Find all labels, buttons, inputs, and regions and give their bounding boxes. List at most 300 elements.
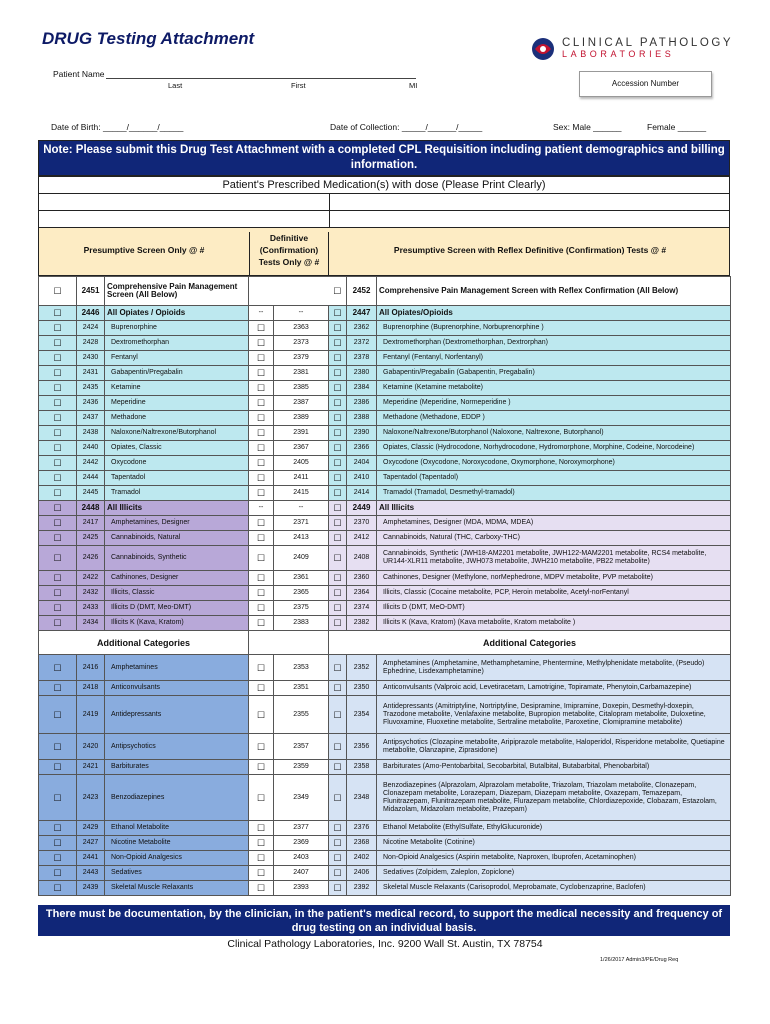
test-name: Amphetamines: [105, 655, 249, 681]
test-code: 2392: [347, 881, 377, 896]
section-row: [39, 631, 731, 655]
table-row: [39, 381, 731, 396]
checkbox[interactable]: ☐: [39, 851, 77, 866]
test-code: 2425: [77, 531, 105, 546]
checkbox[interactable]: ☐: [329, 516, 347, 531]
test-name: Anticonvulsants: [105, 681, 249, 696]
checkbox[interactable]: ☐: [249, 821, 274, 836]
checkbox[interactable]: ☐: [249, 571, 274, 586]
group-name: All Opiates / Opioids: [105, 306, 249, 321]
test-code: 2418: [77, 681, 105, 696]
checkbox[interactable]: ☐: [329, 821, 347, 836]
checkbox[interactable]: ☐: [329, 616, 347, 631]
checkbox[interactable]: ☐: [249, 696, 274, 734]
table-row: [39, 571, 731, 586]
definitive-code: 2413: [274, 531, 329, 546]
definitive-code: 2409: [274, 546, 329, 571]
test-description: Skeletal Muscle Relaxants (Carisoprodol, Meprobamate, Cyclobenzaprine, Baclofen): [377, 881, 731, 896]
test-code: 2378: [347, 351, 377, 366]
test-code: 2388: [347, 411, 377, 426]
checkbox[interactable]: ☐: [249, 616, 274, 631]
checkbox[interactable]: ☐: [249, 366, 274, 381]
test-description: Antipsychotics (Clozapine metabolite, Aripiprazole metabolite, Haloperidol, Risperidone metabolite, Quetiapine metabolite, Olanzapine, Ziprasidone): [377, 734, 731, 760]
test-description: Sedatives (Zolpidem, Zaleplon, Zopiclone): [377, 866, 731, 881]
checkbox[interactable]: ☐: [39, 775, 77, 821]
test-description: Non-Opioid Analgesics (Aspirin metabolite, Naproxen, Ibuprofen, Acetaminophen): [377, 851, 731, 866]
revision-code: 1/26/2017 Admin3/PE/Drug Req: [600, 957, 679, 963]
table-row: [39, 836, 731, 851]
checkbox[interactable]: ☐: [39, 681, 77, 696]
checkbox[interactable]: ☐: [329, 696, 347, 734]
test-code: 2435: [77, 381, 105, 396]
checkbox[interactable]: ☐: [249, 381, 274, 396]
definitive-code: 2367: [274, 441, 329, 456]
checkbox[interactable]: ☐: [39, 516, 77, 531]
definitive-code: 2389: [274, 411, 329, 426]
definitive-code: 2351: [274, 681, 329, 696]
table-row: [39, 734, 731, 760]
checkbox[interactable]: ☐: [329, 321, 347, 336]
test-name: Illicits, Classic: [105, 586, 249, 601]
definitive-code: 2403: [274, 851, 329, 866]
checkbox[interactable]: ☐: [249, 655, 274, 681]
test-name: Cathinones, Designer: [105, 571, 249, 586]
definitive-code: 2405: [274, 456, 329, 471]
test-description: Methadone (Methadone, EDDP ): [377, 411, 731, 426]
test-description: Illicits D (DMT, MeO-DMT): [377, 601, 731, 616]
table-row: [39, 775, 731, 821]
test-code: 2441: [77, 851, 105, 866]
test-name: Benzodiazepines: [105, 775, 249, 821]
checkbox[interactable]: ☐: [329, 601, 347, 616]
test-code: 2412: [347, 531, 377, 546]
definitive-code: 2369: [274, 836, 329, 851]
group-name: All Illicits: [105, 501, 249, 516]
checkbox[interactable]: ☐: [39, 306, 77, 321]
test-description: Opiates, Classic (Hydrocodone, Norhydrocodone, Hydromorphone, Morphine, Codeine, Norcodeine): [377, 441, 731, 456]
definitive-code: 2355: [274, 696, 329, 734]
patient-name-field[interactable]: [106, 78, 416, 79]
test-code: 2350: [347, 681, 377, 696]
checkbox[interactable]: ☐: [249, 456, 274, 471]
checkbox[interactable]: ☐: [329, 381, 347, 396]
test-code: 2372: [347, 336, 377, 351]
last-label: Last: [168, 81, 183, 90]
checkbox[interactable]: ☐: [329, 351, 347, 366]
test-name: Meperidine: [105, 396, 249, 411]
table-row: [39, 441, 731, 456]
test-name: Comprehensive Pain Management Screen with Reflex Confirmation (All Below): [377, 277, 731, 306]
dash: --: [274, 501, 329, 516]
checkbox[interactable]: ☐: [329, 571, 347, 586]
checkbox[interactable]: ☐: [249, 586, 274, 601]
test-description: Cannabinoids, Synthetic (JWH18-AM2201 metabolite, JWH122-MAM2201 metabolite, RCS4 metabolite, UR144-XLR11 metabolite, JWH073 metabolite, JWH210 metabolite, PB22 metabolite): [377, 546, 731, 571]
date-of-collection-field[interactable]: Date of Collection: _____/______/_____: [330, 122, 483, 132]
checkbox[interactable]: ☐: [39, 277, 77, 306]
table-row: [39, 336, 731, 351]
checkbox[interactable]: ☐: [39, 616, 77, 631]
checkbox[interactable]: ☐: [39, 456, 77, 471]
table-row: [39, 396, 731, 411]
definitive-code: 2375: [274, 601, 329, 616]
table-row: [39, 655, 731, 681]
date-of-birth-field[interactable]: Date of Birth: _____/______/_____: [51, 122, 184, 132]
definitive-code: 2353: [274, 655, 329, 681]
checkbox[interactable]: ☐: [329, 851, 347, 866]
test-code: 2358: [347, 760, 377, 775]
group-name: All Illicits: [377, 501, 731, 516]
checkbox[interactable]: ☐: [329, 336, 347, 351]
column-headers: [38, 228, 730, 276]
test-code: 2429: [77, 821, 105, 836]
test-code: 2431: [77, 366, 105, 381]
test-code: 2417: [77, 516, 105, 531]
test-name: Buprenorphine: [105, 321, 249, 336]
test-name: Dextromethorphan: [105, 336, 249, 351]
logo-line1: CLINICAL PATHOLOGY: [562, 37, 734, 49]
checkbox[interactable]: ☐: [39, 501, 77, 516]
test-code: 2390: [347, 426, 377, 441]
group-row: [39, 306, 731, 321]
test-description: Illicits K (Kava, Kratom) (Kava metabolite, Kratom metabolite ): [377, 616, 731, 631]
group-name: All Opiates/Opioids: [377, 306, 731, 321]
definitive-code: 2415: [274, 486, 329, 501]
test-name: Fentanyl: [105, 351, 249, 366]
test-code: 2420: [77, 734, 105, 760]
table-row: [39, 866, 731, 881]
test-description: Illicits, Classic (Cocaine metabolite, PCP, Heroin metabolite, Acetyl-norFentanyl: [377, 586, 731, 601]
checkbox[interactable]: ☐: [39, 486, 77, 501]
checkbox[interactable]: ☐: [39, 381, 77, 396]
checkbox[interactable]: ☐: [39, 881, 77, 896]
logo-line2: LABORATORIES: [562, 49, 675, 59]
checkbox[interactable]: ☐: [39, 426, 77, 441]
checkbox[interactable]: ☐: [249, 426, 274, 441]
table-row: [39, 321, 731, 336]
dash: --: [274, 306, 329, 321]
test-code: 2370: [347, 516, 377, 531]
checkbox[interactable]: ☐: [39, 336, 77, 351]
test-name: Sedatives: [105, 866, 249, 881]
checkbox[interactable]: ☐: [39, 866, 77, 881]
company-logo: [530, 36, 734, 66]
checkbox[interactable]: ☐: [249, 866, 274, 881]
definitive-code: 2357: [274, 734, 329, 760]
test-code: 2374: [347, 601, 377, 616]
definitive-code: 2381: [274, 366, 329, 381]
checkbox[interactable]: ☐: [329, 471, 347, 486]
test-code: 2445: [77, 486, 105, 501]
definitive-code: 2363: [274, 321, 329, 336]
checkbox[interactable]: ☐: [249, 775, 274, 821]
test-name: Antidepressants: [105, 696, 249, 734]
table-row: [39, 366, 731, 381]
test-description: Barbiturates (Amo-Pentobarbital, Secobarbital, Butalbital, Butabarbital, Phenobarbital): [377, 760, 731, 775]
test-name: Amphetamines, Designer: [105, 516, 249, 531]
test-code: 2408: [347, 546, 377, 571]
definitive-header: Definitive (Confirmation) Tests Only @ #: [249, 232, 329, 275]
test-code: 2354: [347, 696, 377, 734]
test-code: 2433: [77, 601, 105, 616]
test-code: 2380: [347, 366, 377, 381]
test-description: Ethanol Metabolite (EthylSulfate, EthylGlucuronide): [377, 821, 731, 836]
table-row: [39, 486, 731, 501]
checkbox[interactable]: ☐: [329, 277, 347, 306]
test-code: 2366: [347, 441, 377, 456]
medication-row[interactable]: [38, 211, 730, 228]
definitive-code: 2393: [274, 881, 329, 896]
checkbox[interactable]: ☐: [39, 396, 77, 411]
table-row: [39, 760, 731, 775]
test-name: Cannabinoids, Natural: [105, 531, 249, 546]
checkbox[interactable]: ☐: [329, 775, 347, 821]
definitive-code: 2359: [274, 760, 329, 775]
checkbox[interactable]: ☐: [249, 531, 274, 546]
test-code: 2404: [347, 456, 377, 471]
lab-address: Clinical Pathology Laboratories, Inc. 9200 Wall St. Austin, TX 78754: [227, 938, 543, 950]
checkbox[interactable]: ☐: [249, 546, 274, 571]
dash: --: [249, 306, 274, 321]
test-code: 2446: [77, 306, 105, 321]
definitive-code: 2391: [274, 426, 329, 441]
test-code: 2384: [347, 381, 377, 396]
test-code: 2432: [77, 586, 105, 601]
test-name: Tapentadol: [105, 471, 249, 486]
test-name: Methadone: [105, 411, 249, 426]
checkbox[interactable]: ☐: [329, 866, 347, 881]
checkbox[interactable]: ☐: [329, 411, 347, 426]
test-description: Dextromethorphan (Dextromethorphan, Dextrorphan): [377, 336, 731, 351]
test-code: 2360: [347, 571, 377, 586]
table-row: [39, 351, 731, 366]
test-code: 2376: [347, 821, 377, 836]
test-description: Nicotine Metabolite (Cotinine): [377, 836, 731, 851]
test-code: 2364: [347, 586, 377, 601]
test-code: 2352: [347, 655, 377, 681]
test-code: 2436: [77, 396, 105, 411]
checkbox[interactable]: ☐: [329, 486, 347, 501]
checkbox[interactable]: ☐: [249, 760, 274, 775]
test-name: Ethanol Metabolite: [105, 821, 249, 836]
table-row: [39, 516, 731, 531]
definitive-code: 2371: [274, 516, 329, 531]
checkbox[interactable]: ☐: [249, 321, 274, 336]
checkbox[interactable]: ☐: [249, 851, 274, 866]
checkbox[interactable]: ☐: [39, 366, 77, 381]
test-code: 2440: [77, 441, 105, 456]
checkbox[interactable]: ☐: [249, 351, 274, 366]
test-code: 2416: [77, 655, 105, 681]
checkbox[interactable]: ☐: [39, 531, 77, 546]
definitive-code: 2387: [274, 396, 329, 411]
patient-name-label: Patient Name: [53, 69, 105, 79]
checkbox[interactable]: ☐: [329, 441, 347, 456]
table-row: [39, 277, 731, 306]
definitive-code: 2383: [274, 616, 329, 631]
test-code: 2348: [347, 775, 377, 821]
checkbox[interactable]: ☐: [39, 546, 77, 571]
table-row: [39, 471, 731, 486]
test-code: 2444: [77, 471, 105, 486]
test-description: Oxycodone (Oxycodone, Noroxycodone, Oxymorphone, Noroxymorphone): [377, 456, 731, 471]
checkbox[interactable]: ☐: [39, 411, 77, 426]
definitive-code: 2361: [274, 571, 329, 586]
test-description: Amphetamines (Amphetamine, Methamphetamine, Phentermine, Methylphenidate metabolite, (Pseudo) Ephedrine, Lisdexamphetamine): [377, 655, 731, 681]
test-description: Tapentadol (Tapentadol): [377, 471, 731, 486]
definitive-code: 2407: [274, 866, 329, 881]
checkbox[interactable]: ☐: [39, 441, 77, 456]
test-name: Cannabinoids, Synthetic: [105, 546, 249, 571]
empty-cell: [249, 631, 329, 655]
checkbox[interactable]: ☐: [329, 306, 347, 321]
sex-female-field[interactable]: Female ______: [647, 122, 707, 132]
checkbox[interactable]: ☐: [249, 486, 274, 501]
checkbox[interactable]: ☐: [329, 681, 347, 696]
definitive-code: 2377: [274, 821, 329, 836]
test-code: 2426: [77, 546, 105, 571]
accession-number-field[interactable]: Accession Number: [579, 71, 712, 97]
group-row: [39, 501, 731, 516]
test-code: 2442: [77, 456, 105, 471]
checkbox[interactable]: ☐: [39, 821, 77, 836]
checkbox[interactable]: ☐: [329, 366, 347, 381]
test-code: 2406: [347, 866, 377, 881]
additional-right-header: Additional Categories: [329, 631, 731, 655]
test-code: 2447: [347, 306, 377, 321]
checkbox[interactable]: ☐: [249, 441, 274, 456]
mi-label: MI: [409, 81, 418, 90]
test-code: 2451: [77, 277, 105, 306]
test-code: 2449: [347, 501, 377, 516]
checkbox[interactable]: ☐: [249, 411, 274, 426]
test-code: 2428: [77, 336, 105, 351]
test-name: Gabapentin/Pregabalin: [105, 366, 249, 381]
requisition-note: Note: Please submit this Drug Test Attachment with a completed CPL Requisition including patient demographics and billing information.: [38, 140, 730, 176]
checkbox[interactable]: ☐: [329, 396, 347, 411]
test-code: 2437: [77, 411, 105, 426]
table-row: [39, 851, 731, 866]
test-code: 2419: [77, 696, 105, 734]
medication-row[interactable]: [38, 194, 730, 211]
table-row: [39, 456, 731, 471]
test-code: 2424: [77, 321, 105, 336]
table-row: [39, 696, 731, 734]
test-name: Comprehensive Pain Management Screen (All Below): [105, 277, 249, 306]
test-code: 2382: [347, 616, 377, 631]
test-description: Benzodiazepines (Alprazolam, Alprazolam metabolite, Triazolam, Triazolam metabolite, Clonazepam, Clonazepam metabolite, Lorazepam, Diazepam, Diazepam metabolite, Oxazepam, Temazepam, Flunitrazepam, Flunitrazepam metabolite, Flurazepam metabolite, Chlordiazepoxide, Clobazam, Estazolam, Midazolam, Midazolam metabolite, Prazepam): [377, 775, 731, 821]
test-code: 2362: [347, 321, 377, 336]
checkbox[interactable]: ☐: [39, 471, 77, 486]
test-name: Illicits K (Kava, Kratom): [105, 616, 249, 631]
test-code: 2448: [77, 501, 105, 516]
table-row: [39, 616, 731, 631]
definitive-code: 2379: [274, 351, 329, 366]
checkbox[interactable]: ☐: [329, 501, 347, 516]
reflex-header: Presumptive Screen with Reflex Definitive (Confirmation) Tests @ #: [393, 245, 667, 255]
checkbox[interactable]: ☐: [39, 655, 77, 681]
test-name: Nicotine Metabolite: [105, 836, 249, 851]
logo-mark-icon: [530, 36, 556, 62]
checkbox[interactable]: ☐: [249, 681, 274, 696]
test-code: 2427: [77, 836, 105, 851]
test-name: Skeletal Muscle Relaxants: [105, 881, 249, 896]
table-row: [39, 601, 731, 616]
sex-male-field[interactable]: Sex: Male ______: [553, 122, 622, 132]
checkbox[interactable]: ☐: [39, 571, 77, 586]
test-code: 2423: [77, 775, 105, 821]
test-description: Ketamine (Ketamine metabolite): [377, 381, 731, 396]
checkbox[interactable]: ☐: [249, 471, 274, 486]
test-description: Anticonvulsants (Valproic acid, Levetiracetam, Lamotrigine, Topiramate, Phenytoin,Carbamazepine): [377, 681, 731, 696]
checkbox[interactable]: ☐: [39, 836, 77, 851]
test-code: 2414: [347, 486, 377, 501]
test-description: Cathinones, Designer (Methylone, norMephedrone, MDPV metabolite, PVP metabolite): [377, 571, 731, 586]
test-grid: [38, 276, 731, 896]
table-row: [39, 586, 731, 601]
checkbox[interactable]: ☐: [329, 760, 347, 775]
test-code: 2410: [347, 471, 377, 486]
definitive-code: 2385: [274, 381, 329, 396]
first-label: First: [291, 81, 306, 90]
checkbox[interactable]: ☐: [329, 531, 347, 546]
table-row: [39, 411, 731, 426]
test-description: Meperidine (Meperidine, Normeperidine ): [377, 396, 731, 411]
checkbox[interactable]: ☐: [39, 760, 77, 775]
test-name: Non-Opioid Analgesics: [105, 851, 249, 866]
checkbox[interactable]: ☐: [39, 696, 77, 734]
page-title: DRUG Testing Attachment: [42, 29, 255, 48]
checkbox[interactable]: ☐: [329, 734, 347, 760]
checkbox[interactable]: ☐: [329, 655, 347, 681]
test-description: Buprenorphine (Buprenorphine, Norbuprenorphine ): [377, 321, 731, 336]
checkbox[interactable]: ☐: [329, 836, 347, 851]
checkbox[interactable]: ☐: [249, 516, 274, 531]
table-row: [39, 426, 731, 441]
test-name: Antipsychotics: [105, 734, 249, 760]
checkbox[interactable]: ☐: [329, 426, 347, 441]
definitive-code: 2365: [274, 586, 329, 601]
test-description: Naloxone/Naltrexone/Butorphanol (Naloxone, Naltrexone, Butorphanol): [377, 426, 731, 441]
checkbox[interactable]: ☐: [249, 836, 274, 851]
definitive-code: 2411: [274, 471, 329, 486]
test-description: Gabapentin/Pregabalin (Gabapentin, Pregabalin): [377, 366, 731, 381]
checkbox[interactable]: ☐: [39, 586, 77, 601]
table-row: [39, 821, 731, 836]
checkbox[interactable]: ☐: [249, 881, 274, 896]
test-code: 2438: [77, 426, 105, 441]
checkbox[interactable]: ☐: [329, 546, 347, 571]
test-code: 2368: [347, 836, 377, 851]
checkbox[interactable]: ☐: [39, 734, 77, 760]
checkbox[interactable]: ☐: [249, 601, 274, 616]
test-name: Ketamine: [105, 381, 249, 396]
checkbox[interactable]: ☐: [39, 351, 77, 366]
checkbox[interactable]: ☐: [249, 396, 274, 411]
table-row: [39, 881, 731, 896]
checkbox[interactable]: ☐: [249, 734, 274, 760]
dash: --: [249, 501, 274, 516]
test-code: 2356: [347, 734, 377, 760]
checkbox[interactable]: ☐: [329, 881, 347, 896]
checkbox[interactable]: ☐: [249, 336, 274, 351]
checkbox[interactable]: ☐: [39, 321, 77, 336]
definitive-code: 2349: [274, 775, 329, 821]
checkbox[interactable]: ☐: [329, 586, 347, 601]
test-description: Cannabinoids, Natural (THC, Carboxy-THC): [377, 531, 731, 546]
checkbox[interactable]: ☐: [329, 456, 347, 471]
checkbox[interactable]: ☐: [39, 601, 77, 616]
prescribed-meds-heading: Patient's Prescribed Medication(s) with dose (Please Print Clearly): [38, 176, 730, 194]
